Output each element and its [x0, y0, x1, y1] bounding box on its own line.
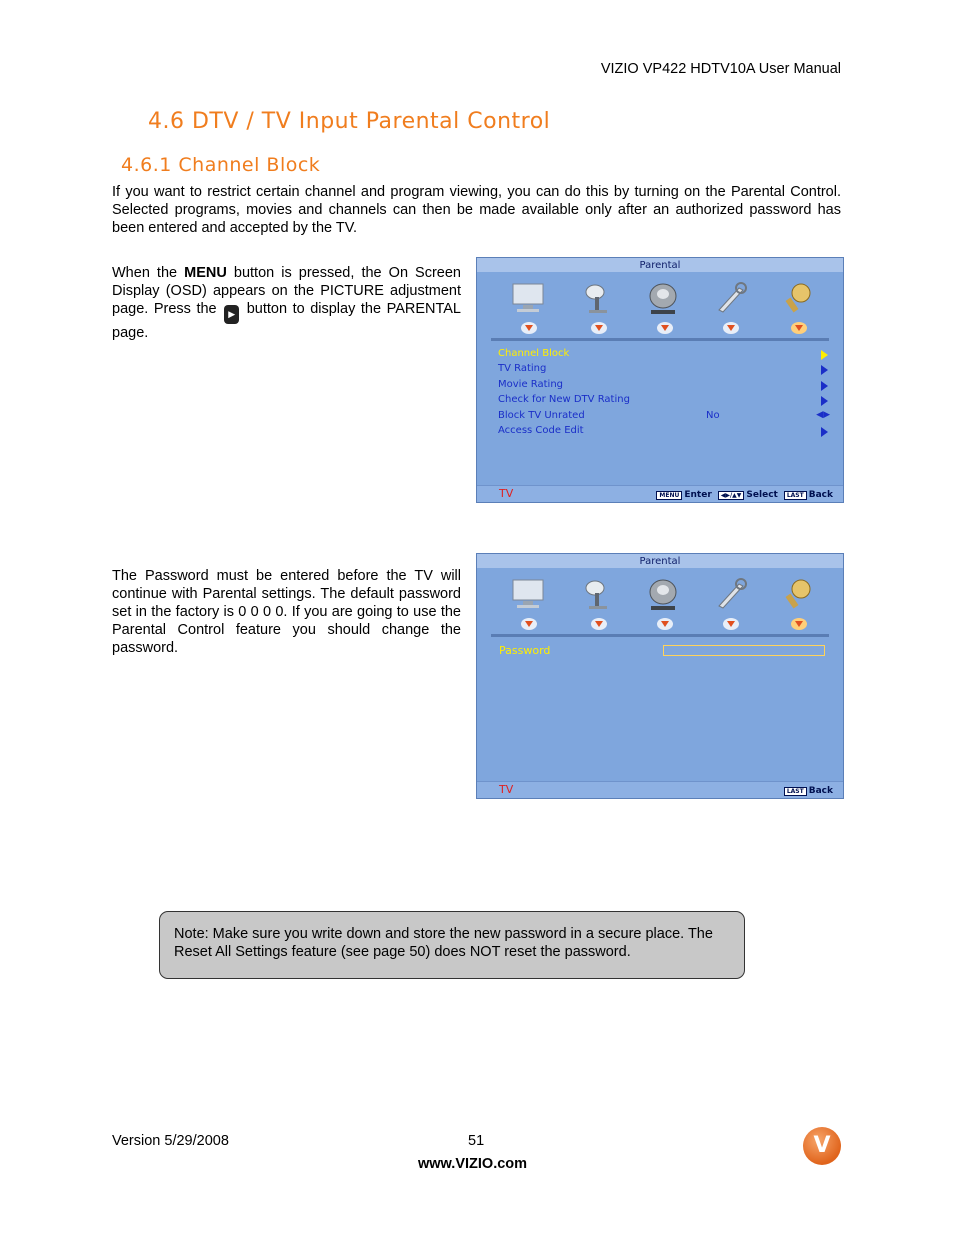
vizio-logo-letter: V [813, 1133, 831, 1158]
monitor-icon [509, 576, 549, 612]
speaker-icon [643, 576, 683, 612]
osd-menu-item-label: Movie Rating [498, 378, 564, 390]
menu-key-icon: MENU [656, 491, 682, 500]
footer-page-number: 51 [468, 1133, 485, 1149]
osd-key-hints [784, 786, 833, 796]
right-arrow-button-icon: ▶ [224, 305, 239, 324]
osd-divider [491, 338, 829, 341]
para1-text-middle: button is pressed, the On Screen Display (OSD) appears on the PICTURE adjustment page. Press the [112, 265, 461, 317]
hint-back-label: Back [808, 786, 833, 796]
osd-bottom-bar [477, 485, 843, 502]
osd-icon-row [497, 280, 827, 340]
hint-back [784, 490, 833, 500]
intro-paragraph: If you want to restrict certain channel and program viewing, you can do this by turning on the Parental Control. Selected programs, movies and channels can then be made available only after an authorized password has been entered and accepted by the TV. [112, 184, 841, 236]
osd-menu-item-label: Block TV Unrated [498, 409, 585, 421]
footer-version: Version 5/29/2008 [112, 1133, 229, 1149]
osd-scroll-down-icon [657, 618, 673, 630]
section-heading: 4.6 DTV / TV Input Parental Control [148, 109, 551, 134]
arrow-keys-icon: ◀▶/▲▼ [718, 491, 745, 500]
osd-menu-item-check-new-dtv-rating [498, 394, 828, 409]
password-note-box: Note: Make sure you write down and store the new password in a secure place. The Reset All Settings feature (see page 50) does NOT reset the password. [159, 911, 745, 979]
osd-menu-item-channel-block [498, 348, 828, 363]
osd-scroll-down-icon-active [791, 322, 807, 334]
osd-divider [491, 634, 829, 637]
osd-menu-item-access-code-edit [498, 425, 828, 440]
osd-password-label: Password [499, 644, 551, 657]
submenu-arrow-icon [821, 381, 828, 391]
osd-title: Parental [639, 556, 681, 567]
osd-menu-item-tv-rating [498, 363, 828, 378]
osd-scroll-down-icon [521, 618, 537, 630]
osd-password-screenshot [476, 553, 844, 799]
hint-back [784, 786, 833, 796]
wrench-icon [711, 280, 751, 316]
submenu-arrow-icon [821, 350, 828, 360]
osd-source-label: TV [499, 783, 514, 796]
hint-back-label: Back [808, 490, 833, 500]
osd-icon-row [497, 576, 827, 636]
hint-enter [656, 490, 711, 500]
osd-menu-item-label: Access Code Edit [498, 424, 584, 436]
osd-scroll-down-icon [657, 322, 673, 334]
vizio-logo-icon [803, 1127, 841, 1165]
osd-parental-menu [498, 348, 828, 440]
osd-menu-item-label: Channel Block [498, 348, 570, 359]
key-lock-icon [779, 576, 819, 612]
menu-keyword: MENU [184, 265, 227, 281]
osd-scroll-down-icon-active [791, 618, 807, 630]
last-key-icon: LAST [784, 491, 807, 500]
last-key-icon: LAST [784, 787, 807, 796]
satellite-dish-icon [579, 576, 619, 612]
osd-key-hints [656, 490, 833, 500]
osd-source-label: TV [499, 487, 514, 500]
osd-menu-item-label: TV Rating [498, 363, 547, 375]
hint-select [718, 490, 778, 500]
osd-scroll-down-icon [591, 618, 607, 630]
hint-select-label: Select [746, 490, 778, 500]
osd-password-field [663, 645, 825, 656]
osd-menu-item-block-tv-unrated [498, 410, 828, 425]
subsection-heading: 4.6.1 Channel Block [121, 154, 321, 176]
osd-bottom-bar [477, 781, 843, 798]
speaker-icon [643, 280, 683, 316]
para1-text-start: When the [112, 265, 185, 281]
osd-scroll-down-icon [723, 618, 739, 630]
osd-title: Parental [639, 260, 681, 271]
para1-text-end: button to display the PARENTAL page. [112, 301, 461, 341]
osd-menu-item-label: Check for New DTV Rating [498, 394, 630, 406]
satellite-dish-icon [579, 280, 619, 316]
left-right-arrows-icon: ◀▶ [816, 409, 830, 420]
monitor-icon [509, 280, 549, 316]
footer-url: www.VIZIO.com [418, 1156, 528, 1172]
menu-instructions-paragraph [112, 264, 461, 342]
password-instructions-paragraph: The Password must be entered before the TV will continue with Parental settings. The default password set in the factory is 0 0 0 0. If you are going to use the Parental Control feature you should change the password. [112, 568, 461, 656]
key-lock-icon [779, 280, 819, 316]
osd-parental-menu-screenshot [476, 257, 844, 503]
osd-menu-item-value: No [706, 409, 720, 421]
osd-scroll-down-icon [591, 322, 607, 334]
wrench-icon [711, 576, 751, 612]
submenu-arrow-icon [821, 396, 828, 406]
osd-menu-item-movie-rating [498, 379, 828, 394]
osd-scroll-down-icon [723, 322, 739, 334]
hint-enter-label: Enter [684, 490, 712, 500]
submenu-arrow-icon [821, 365, 828, 375]
osd-scroll-down-icon [521, 322, 537, 334]
document-header: VIZIO VP422 HDTV10A User Manual [600, 61, 841, 77]
submenu-arrow-icon [821, 427, 828, 437]
